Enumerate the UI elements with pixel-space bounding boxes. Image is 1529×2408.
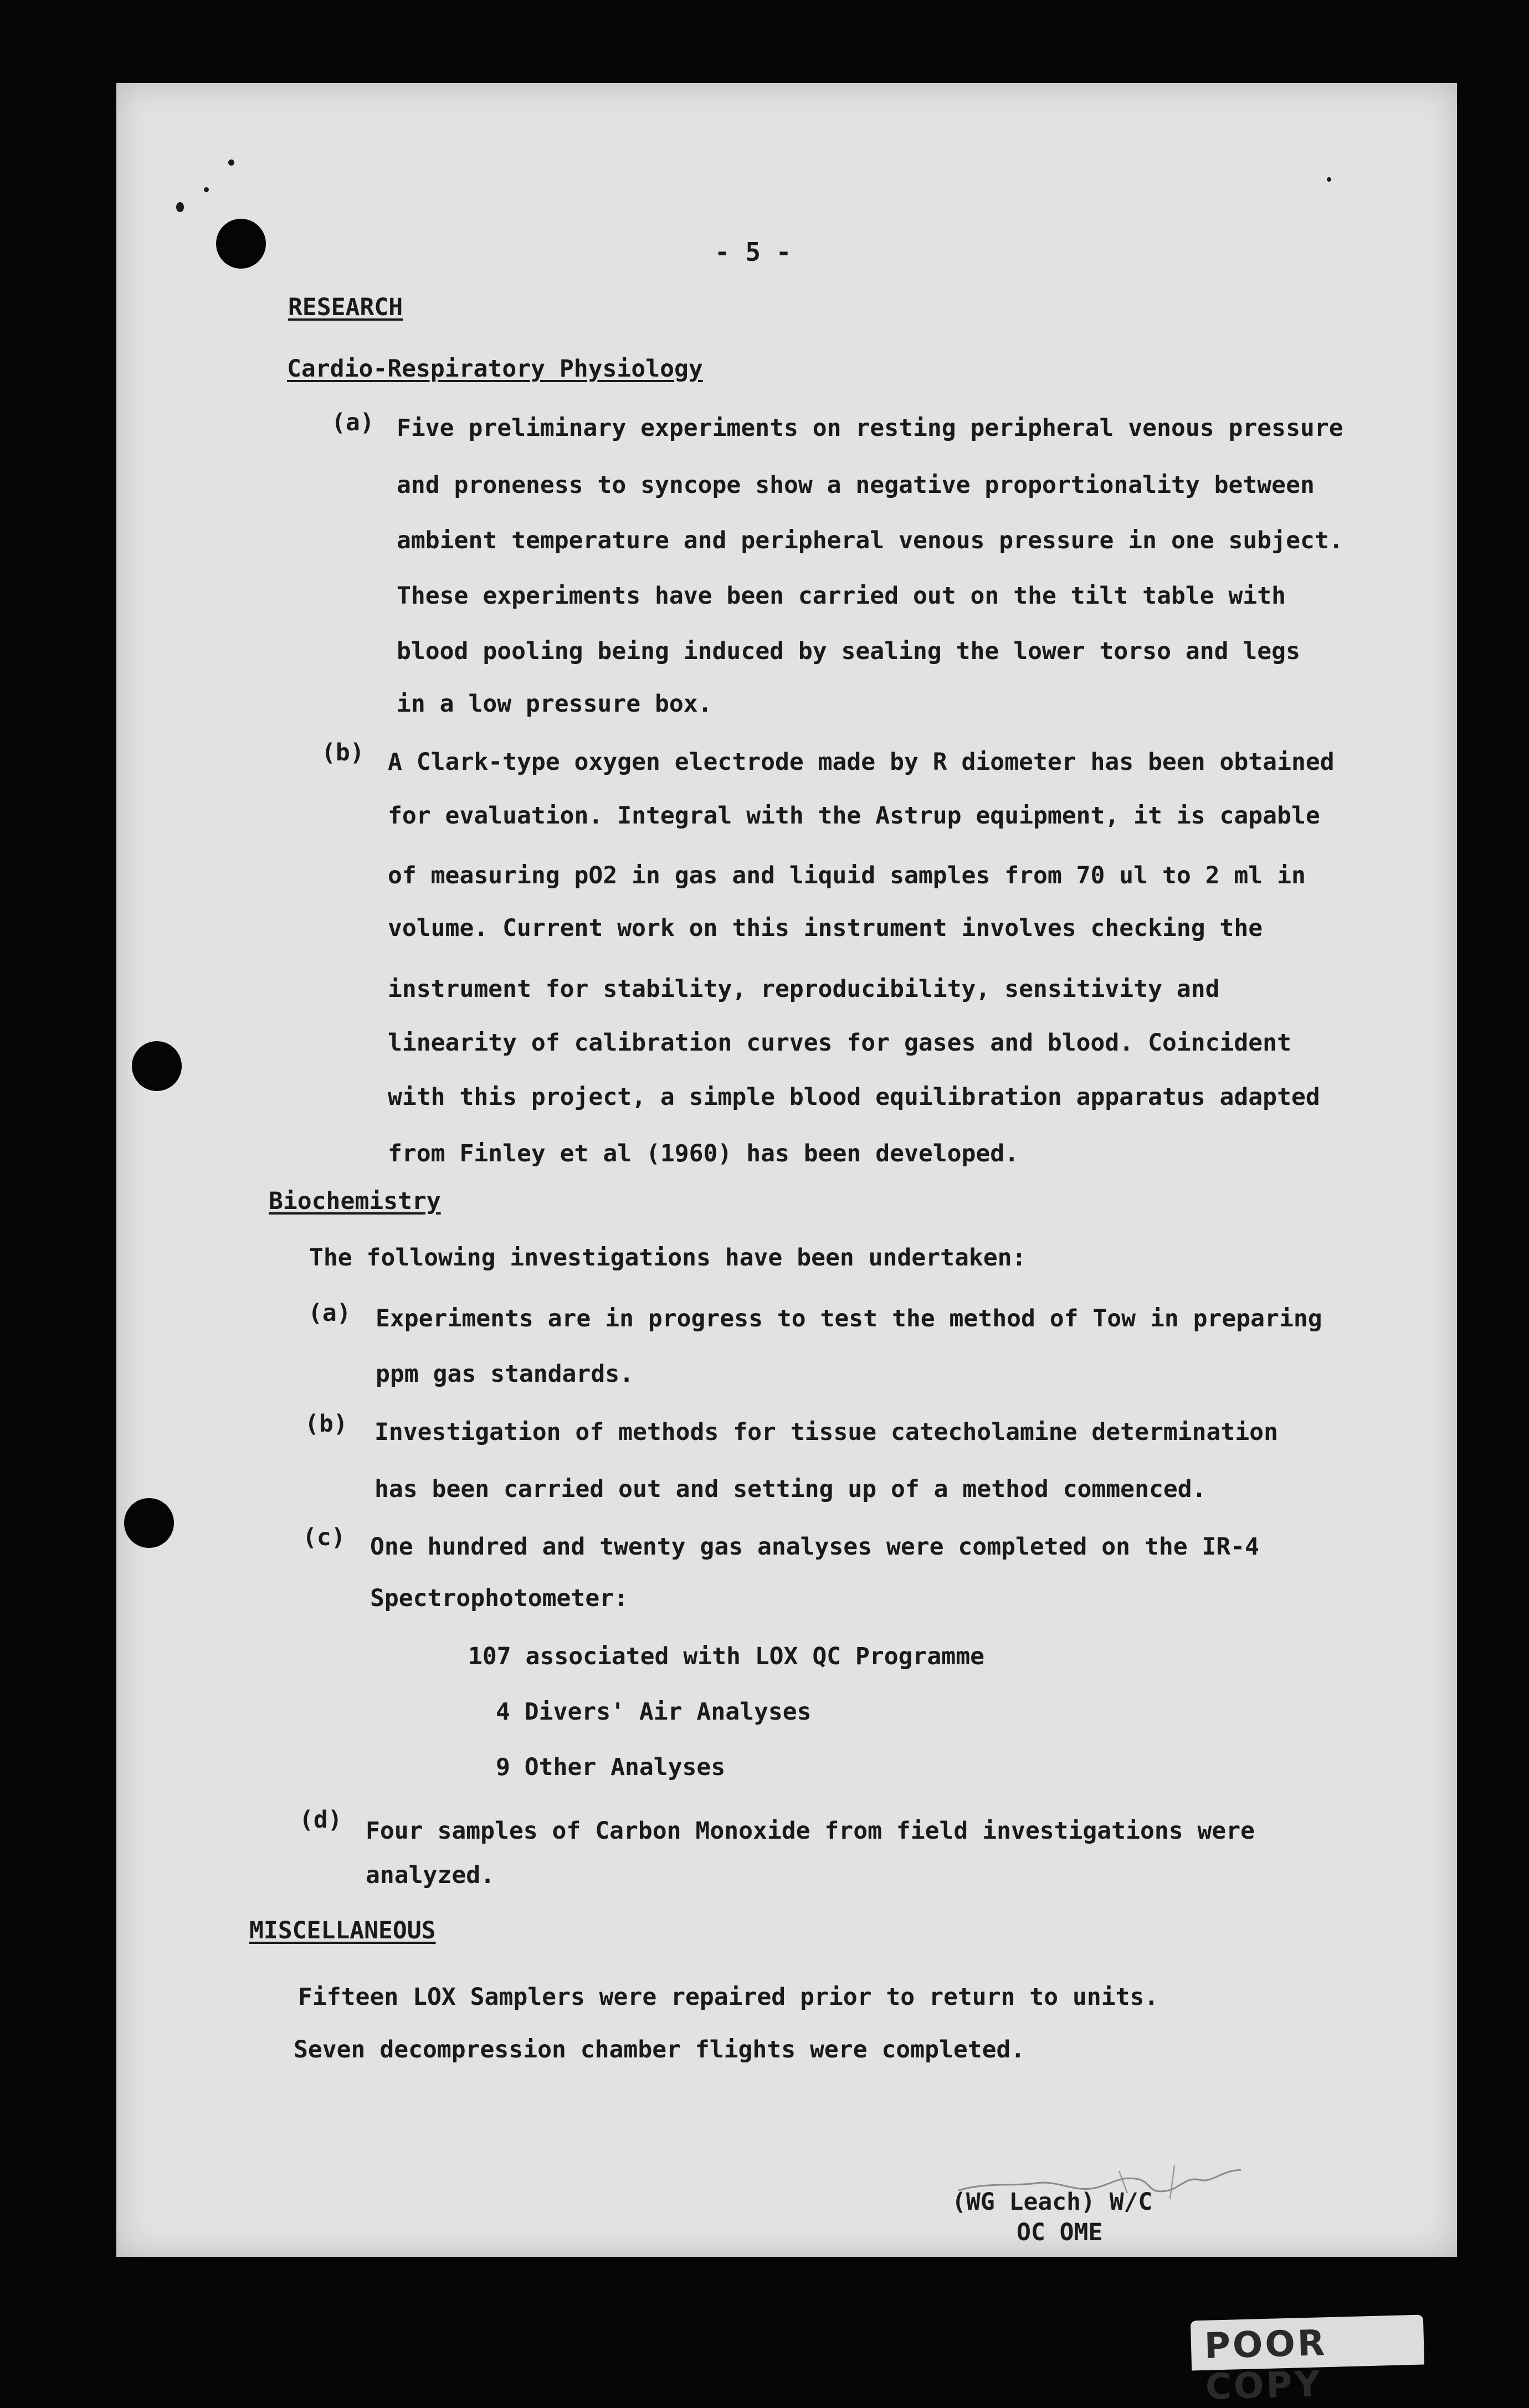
analyses-line: 107 associated with LOX QC Programme: [468, 1643, 984, 1670]
research-item-b-line: with this project, a simple blood equilibration apparatus adapted: [388, 1083, 1320, 1111]
research-heading: RESEARCH: [288, 294, 403, 321]
analyses-line: 9 Other Analyses: [496, 1753, 726, 1781]
punch-hole-bottom: [124, 1498, 174, 1548]
biochemistry-item-b-line: Investigation of methods for tissue catecholamine determination: [374, 1418, 1278, 1446]
signatory-title: OC OME: [1017, 2219, 1103, 2246]
biochemistry-item-c-line: Spectrophotometer:: [370, 1584, 628, 1612]
biochemistry-item-d-marker: (d): [299, 1806, 342, 1834]
dust-speck: [1327, 177, 1331, 182]
biochemistry-intro: The following investigations have been undertaken:: [309, 1244, 1027, 1272]
research-item-b-line: for evaluation. Integral with the Astrup equipment, it is capable: [388, 802, 1320, 830]
signatory-name: (WG Leach) W/C: [952, 2188, 1153, 2216]
research-item-a-marker: (a): [331, 409, 374, 436]
research-item-b-line: A Clark-type oxygen electrode made by R diometer has been obtained: [388, 748, 1335, 776]
poor-copy-stamp-text: POOR COPY: [1204, 2323, 1328, 2408]
biochemistry-heading: Biochemistry: [269, 1187, 441, 1215]
research-item-a-line: ambient temperature and peripheral venous pressure in one subject.: [397, 527, 1343, 554]
page-number: - 5 -: [715, 237, 792, 267]
research-item-a-line: These experiments have been carried out on the tilt table with: [397, 582, 1286, 610]
punch-hole-middle: [132, 1041, 182, 1091]
research-item-a-line: in a low pressure box.: [397, 690, 712, 718]
biochemistry-item-a-line: ppm gas standards.: [376, 1360, 634, 1388]
biochemistry-item-a-line: Experiments are in progress to test the method of Tow in preparing: [376, 1305, 1322, 1332]
research-item-a-line: Five preliminary experiments on resting peripheral venous pressure: [397, 414, 1343, 442]
biochemistry-item-c-marker: (c): [302, 1524, 346, 1551]
biochemistry-item-b-line: has been carried out and setting up of a method commenced.: [374, 1475, 1207, 1503]
research-item-a-line: and proneness to syncope show a negative proportionality between: [397, 471, 1315, 499]
biochemistry-item-b-marker: (b): [305, 1410, 348, 1438]
punch-hole-top: [216, 219, 266, 269]
dust-speck: [204, 187, 209, 192]
research-item-b-line: from Finley et al (1960) has been developed.: [388, 1140, 1019, 1167]
research-item-a-line: blood pooling being induced by sealing the lower torso and legs: [397, 637, 1300, 665]
research-item-b-line: volume. Current work on this instrument involves checking the: [388, 914, 1263, 942]
biochemistry-item-d-line: analyzed.: [366, 1861, 495, 1889]
research-item-b-marker: (b): [321, 739, 365, 766]
poor-copy-stamp: [1191, 2315, 1424, 2408]
cardio-respiratory-subheading: Cardio-Respiratory Physiology: [287, 355, 703, 383]
research-item-b-line: instrument for stability, reproducibility, sensitivity and: [388, 975, 1220, 1003]
dust-speck: [228, 159, 234, 166]
biochemistry-item-a-marker: (a): [308, 1299, 351, 1327]
dust-speck: [176, 202, 184, 212]
miscellaneous-heading: MISCELLANEOUS: [249, 1917, 436, 1944]
research-item-b-line: of measuring pO2 in gas and liquid samples from 70 ul to 2 ml in: [388, 862, 1306, 889]
miscellaneous-line: Fifteen LOX Samplers were repaired prior to return to units.: [298, 1983, 1159, 2011]
analyses-line: 4 Divers' Air Analyses: [496, 1698, 812, 1726]
miscellaneous-line: Seven decompression chamber flights were completed.: [294, 2036, 1025, 2064]
biochemistry-item-c-line: One hundred and twenty gas analyses were completed on the IR-4: [370, 1533, 1260, 1561]
research-item-b-line: linearity of calibration curves for gases and blood. Coincident: [388, 1029, 1291, 1057]
biochemistry-item-d-line: Four samples of Carbon Monoxide from field investigations were: [366, 1817, 1255, 1845]
